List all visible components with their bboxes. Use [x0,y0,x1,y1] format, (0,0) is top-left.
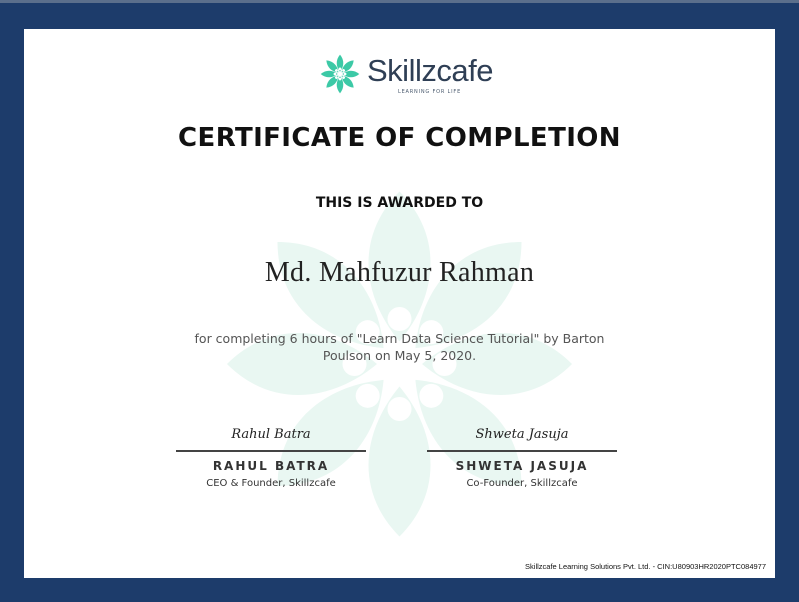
brand-logo [317,51,493,103]
signatory-name: RAHUL BATRA [212,459,330,473]
signature-line [427,450,617,452]
company-cin-footer: Skillzcafe Learning Solutions Pvt. Ltd. - CIN:U80903HR2020PTC084977 [525,562,766,571]
handwritten-signature: Shweta Jasuja [475,427,569,442]
skillzcafe-logo-icon [317,51,363,97]
brand-tagline: LEARNING FOR LIFE [398,89,462,95]
completion-description: for completing 6 hours of "Learn Data Science Tutorial" by Barton Poulson on May 5, 2020. [194,331,605,363]
awarded-to-label: THIS IS AWARDED TO [315,195,484,211]
top-edge-strip [0,0,799,3]
signatory-name: SHWETA JASUJA [455,459,589,473]
watermark-emblem-icon [212,174,587,554]
certificate-title: CERTIFICATE OF COMPLETION [178,123,621,153]
signature-block-rahul-batra [176,424,366,491]
brand-name: Skillzcafe [367,53,493,88]
signature-line [176,450,366,452]
signature-block-shweta-jasuja [427,424,617,491]
signatory-role: Co-Founder, Skillzcafe [466,478,578,489]
signatory-role: CEO & Founder, Skillzcafe [206,478,336,489]
handwritten-signature: Rahul Batra [231,427,311,442]
recipient-name: Md. Mahfuzur Rahman [264,257,535,288]
certificate-sheet [24,29,775,578]
